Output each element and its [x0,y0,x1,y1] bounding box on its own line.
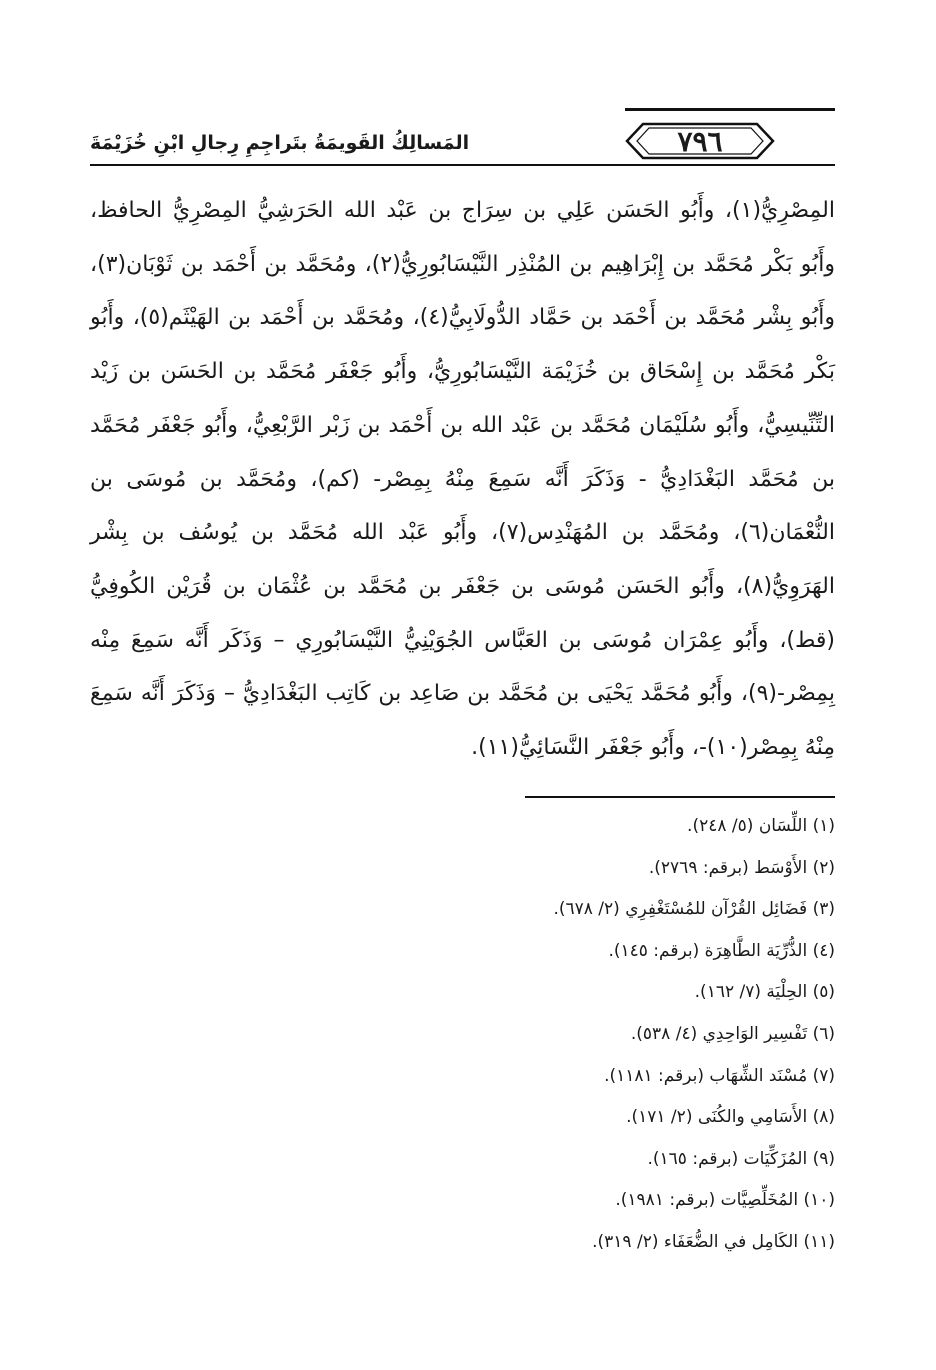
footnote-item: (١) اللِّسَان (٥/ ٢٤٨). [687,816,835,836]
footnotes-list [300,806,835,1264]
page-number-frame [625,122,775,160]
footnote-item: (٥) الحِلْيَة (٧/ ١٦٢). [694,982,835,1003]
footnote-item: (١٠) المُخَلِّصِيَّات (برقم: ١٩٨١). [615,1190,835,1211]
header-top-rule [625,108,835,111]
footnote-item: (٦) تَفْسِير الوَاحِدِي (٤/ ٥٣٨). [630,1023,835,1044]
main-paragraph: المِصْرِيُّ(١)، وأَبُو الحَسَن عَلِي بن سِرَاج بن عَبْد الله الحَرَشِيُّ المِصْرِيُّ الحافظ، وأَبُو بَكْر مُحَمَّد بن إِبْرَاهِيم بن المُنْذِر النَّيْسَابُورِيُّ(٢)، ومُحَمَّد بن أَحْمَد بن ثَوْبَان(٣)، وأَبُو بِشْر مُحَمَّد بن أَحْمَد بن حَمَّاد الدُّولَابِيُّ(٤)، ومُحَمَّد بن أَحْمَد بن الهَيْثَم(٥)، وأَبُو بَكْر مُحَمَّد بن إِسْحَاق بن خُزَيْمَة النَّيْسَابُورِيُّ، وأَبُو جَعْفَر مُحَمَّد بن الحَسَن بن زَيْد التِّنِّيسِيُّ، وأَبُو سُلَيْمَان مُحَمَّد بن عَبْد الله بن أَحْمَد بن زَبْر الرَّبْعِيُّ، وأَبُو جَعْفَر مُحَمَّد بن مُحَمَّد البَغْدَادِيُّ - وَذَكَرَ أَنَّه سَمِعَ مِنْهُ بِمِصْر- (كم)، ومُحَمَّد بن مُوسَى بن النُّعْمَان(٦)، ومُحَمَّد بن المُهَنْدِس(٧)، وأَبُو عَبْد الله مُحَمَّد بن يُوسُف بن بِشْر الهَرَوِيُّ(٨)، وأَبُو الحَسَن مُوسَى بن جَعْفَر بن مُحَمَّد بن عُثْمَان بن قُرَيْن الكُوفِيُّ (قط)، وأَبُو عِمْرَان مُوسَى بن العَبَّاس الجُوَيْنِيُّ النَّيْسَابُورِي – وَذَكَر أَنَّه سَمِعَ مِنْه بِمِصْر-(٩)، وأَبُو مُحَمَّد يَحْيَى بن مُحَمَّد بن صَاعِد بن كَاتِب البَغْدَادِيُّ – وَذَكَرَ أَنَّه سَمِعَ مِنْهُ بِمِصْر(١٠)-، وأَبُو جَعْفَر النَّسَائِيُّ(١١). [90,198,835,761]
running-title: المَسالِكُ القَويمَةُ بتَراجِمِ رِجالِ ابْنِ خُزَيْمَةَ [90,132,470,154]
header-bottom-rule [90,164,835,166]
footnote-item: (٩) المُزَكِّيَات (برقم: ١٦٥). [647,1148,835,1169]
footnote-item: (٨) الأَسَامِي والكُنَى (٢/ ١٧١). [626,1107,835,1128]
page-number: ٧٩٦ [677,124,723,158]
footnote-item: (٤) الذُّرِّيَة الطَّاهِرَة (برقم: ١٤٥). [608,940,835,961]
footnote-item: (٢) الأَوْسَط (برقم: ٢٧٦٩). [648,857,835,878]
footnote-item: (٧) مُسْنَد الشِّهَاب (برقم: ١١٨١). [604,1065,835,1086]
footnote-item: (٣) فَضَائِل القُرْآن للمُسْتَغْفِرِي (٢/ ٦٧٨). [553,899,835,920]
footnote-divider [525,796,835,798]
footnote-item: (١١) الكَامِل في الضُّعَفَاء (٢/ ٣١٩). [592,1231,835,1252]
page-header [90,98,835,168]
